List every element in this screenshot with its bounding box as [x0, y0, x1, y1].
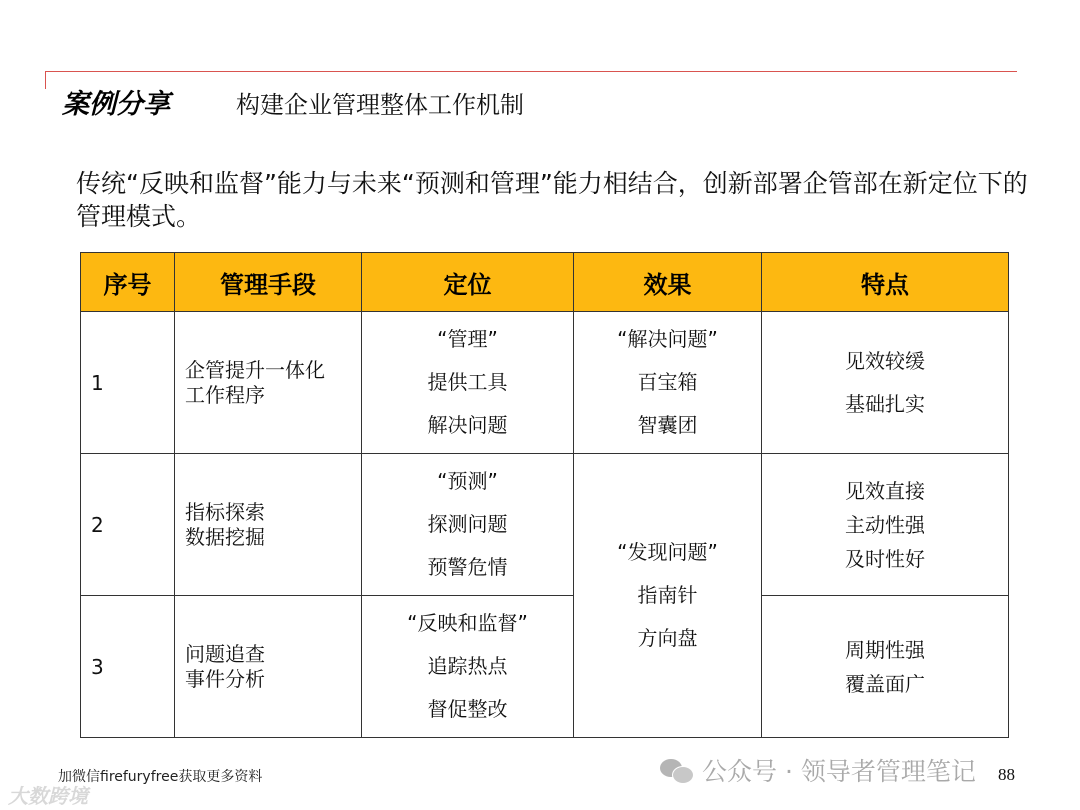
effect-line: “发现问题” [617, 540, 718, 564]
position-cell [362, 596, 574, 738]
method-cell [175, 596, 362, 738]
page-title: 构建企业管理整体工作机制 [236, 91, 524, 119]
row-number: 2 [81, 454, 175, 596]
feature-line: 见效较缓 [845, 348, 925, 373]
table-header-row [81, 253, 1009, 312]
effect-line: 智囊团 [637, 413, 698, 437]
method-line: 事件分析 [185, 666, 265, 691]
feature-line: 基础扎实 [845, 391, 925, 416]
table-row [81, 454, 1009, 596]
method-line: 工作程序 [185, 382, 265, 407]
col-header-method: 管理手段 [175, 253, 362, 312]
method-cell [175, 312, 362, 454]
position-line: 督促整改 [427, 697, 508, 721]
position-line: 提供工具 [427, 370, 508, 394]
position-line: 预警危情 [427, 555, 508, 579]
effect-line: 指南针 [637, 583, 698, 607]
feature-line: 见效直接 [845, 478, 925, 503]
position-line: 探测问题 [427, 512, 508, 536]
row-number: 3 [81, 596, 175, 738]
position-line: “预测” [437, 469, 498, 493]
management-table [80, 252, 1009, 738]
method-line: 数据挖掘 [185, 524, 265, 549]
row-number: 1 [81, 312, 175, 454]
page-number: 88 [998, 765, 1015, 784]
position-line: 追踪热点 [427, 654, 508, 678]
feature-line: 覆盖面广 [845, 671, 925, 696]
position-line: “管理” [437, 327, 498, 351]
section-label: 案例分享 [62, 89, 170, 120]
table-row [81, 596, 1009, 738]
effect-line: 方向盘 [637, 626, 698, 650]
position-line: “反映和监督” [407, 611, 528, 635]
footer-note: 加微信firefuryfree获取更多资料 [58, 769, 263, 785]
col-header-features: 特点 [762, 253, 1009, 312]
header-rule-tick [45, 71, 46, 89]
effect-cell [574, 312, 762, 454]
header-rule [45, 71, 1017, 72]
position-cell [362, 312, 574, 454]
method-line: 指标探索 [185, 499, 265, 524]
col-header-position: 定位 [362, 253, 574, 312]
method-cell [175, 454, 362, 596]
wechat-icon [660, 757, 694, 783]
feature-line: 及时性好 [845, 546, 925, 571]
features-cell [762, 454, 1009, 596]
effect-line: 百宝箱 [637, 370, 698, 394]
table-row [81, 312, 1009, 454]
method-line: 企管提升一体化 [185, 357, 325, 382]
intro-text: 传统“反映和监督”能力与未来“预测和管理”能力相结合，创新部署企管部在新定位下的管理模式。 [76, 169, 1028, 231]
method-line: 问题追查 [185, 641, 265, 666]
left-watermark: 大数跨境 [8, 784, 88, 808]
features-cell [762, 596, 1009, 738]
wechat-watermark [660, 752, 976, 788]
col-header-num: 序号 [81, 253, 175, 312]
position-cell [362, 454, 574, 596]
feature-line: 主动性强 [845, 512, 925, 537]
feature-line: 周期性强 [845, 637, 925, 662]
position-line: 解决问题 [427, 413, 508, 437]
wechat-watermark-text: 公众号 · 领导者管理笔记 [702, 757, 976, 786]
effect-line: “解决问题” [617, 327, 718, 351]
col-header-effect: 效果 [574, 253, 762, 312]
merged-effect-cell [574, 454, 762, 738]
features-cell [762, 312, 1009, 454]
